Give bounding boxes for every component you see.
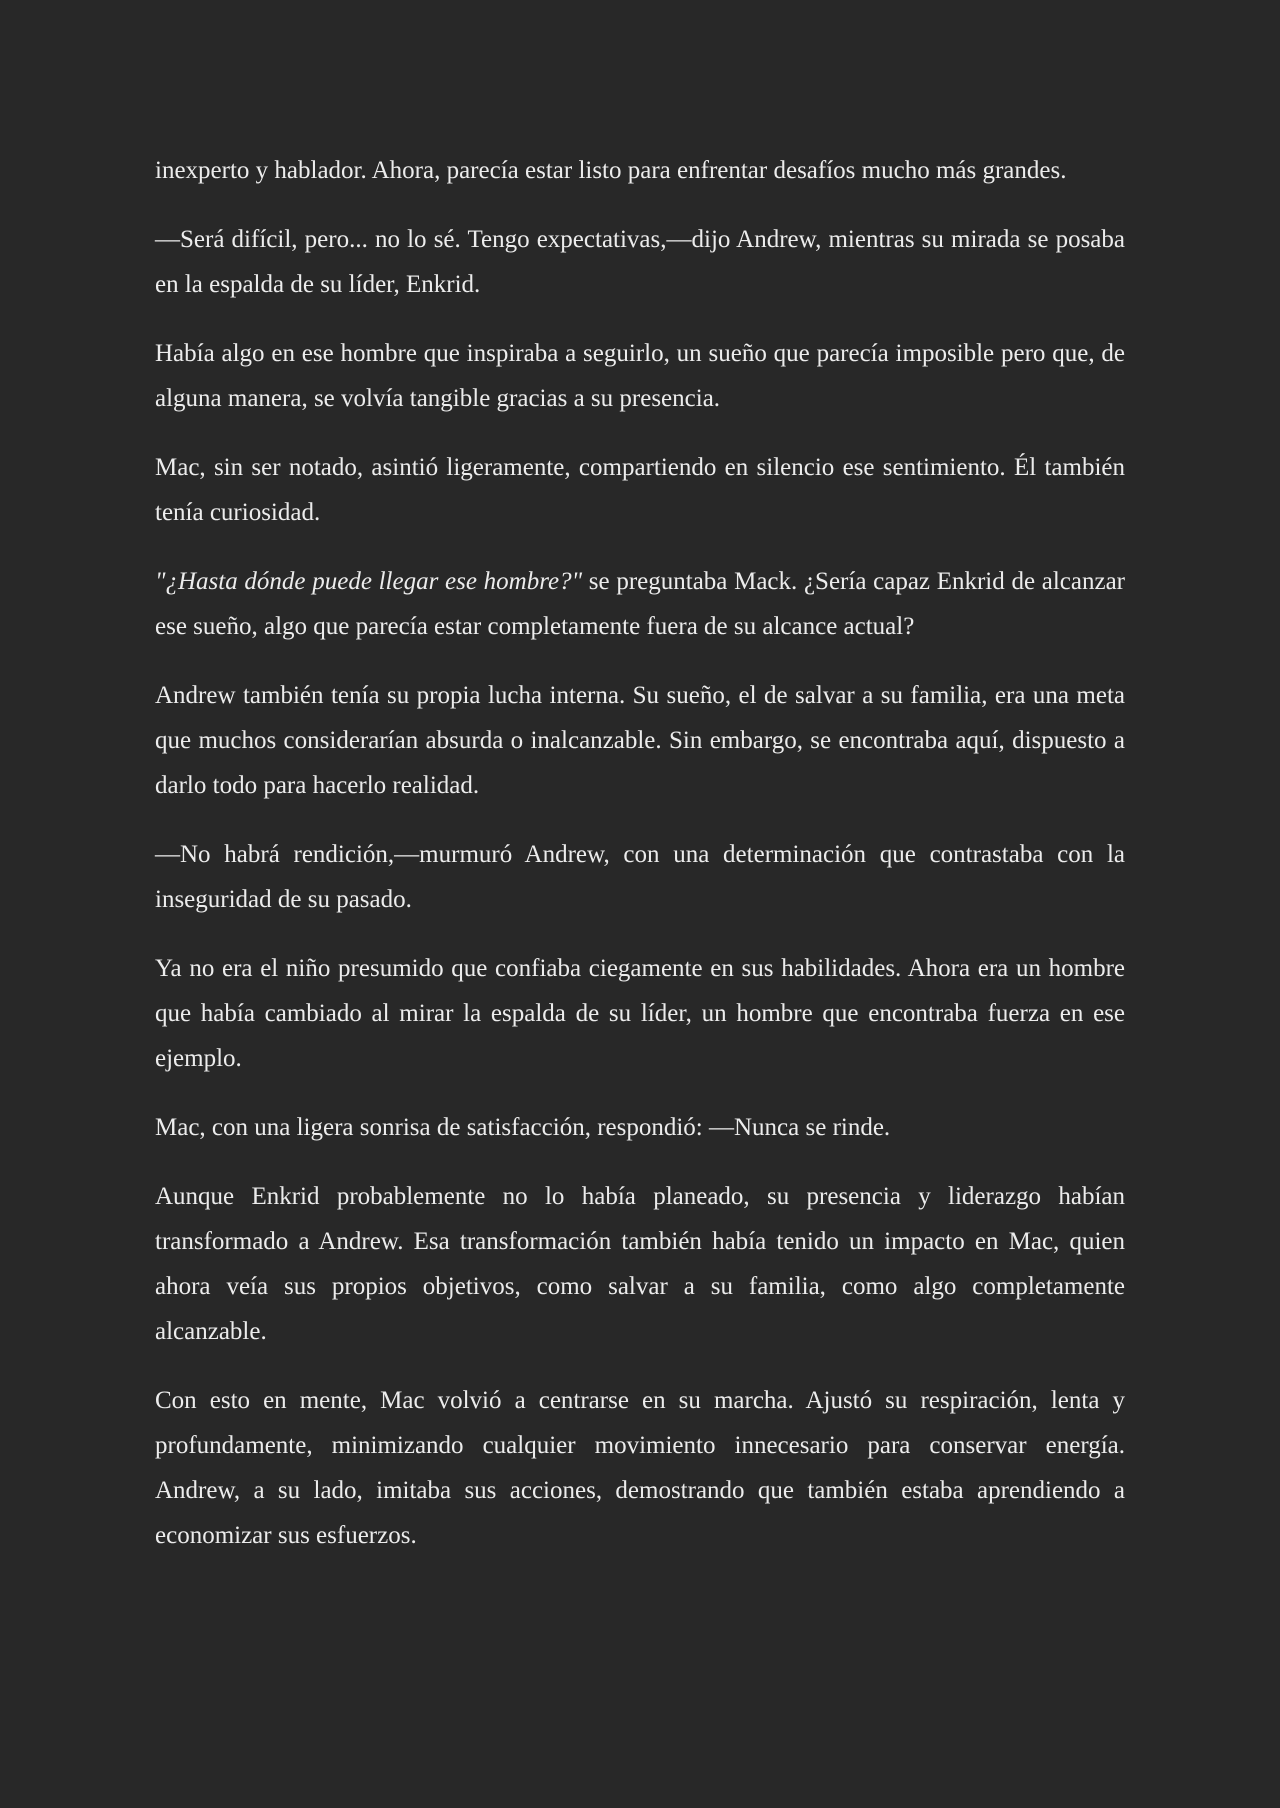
paragraph: Había algo en ese hombre que inspiraba a seguirlo, un sueño que parecía imposible pero que, de alguna manera, se volvía tangible gracias a su presencia.: [155, 340, 1125, 412]
inner-thought: "¿Hasta dónde puede llegar ese hombre?": [155, 568, 583, 595]
paragraph: Mac, con una ligera sonrisa de satisfacción, respondió: —Nunca se rinde.: [155, 1114, 891, 1141]
paragraph-text: se preguntaba Mack. ¿Sería capaz Enkrid de alcanzar ese sueño, algo que parecía estar completamente fuera de su alcance actual?: [155, 568, 1125, 640]
paragraph-with-thought: [155, 559, 1125, 649]
paragraph: inexperto y hablador. Ahora, parecía estar listo para enfrentar desafíos mucho más grandes.: [155, 157, 1067, 184]
paragraph: —Será difícil, pero... no lo sé. Tengo expectativas,—dijo Andrew, mientras su mirada se posaba en la espalda de su líder, Enkrid.: [155, 226, 1125, 298]
paragraph: Andrew también tenía su propia lucha interna. Su sueño, el de salvar a su familia, era una meta que muchos considerarían absurda o inalcanzable. Sin embargo, se encontraba aquí, dispuesto a darlo todo para hacerlo realidad.: [155, 682, 1125, 799]
paragraph: Aunque Enkrid probablemente no lo había planeado, su presencia y liderazgo habían transformado a Andrew. Esa transformación también había tenido un impacto en Mac, quien ahora veía sus propios objetivos, como salvar a su familia, como algo completamente alcanzable.: [155, 1183, 1125, 1345]
paragraph: Mac, sin ser notado, asintió ligeramente, compartiendo en silencio ese sentimiento. Él también tenía curiosidad.: [155, 454, 1125, 526]
paragraph: —No habrá rendición,—murmuró Andrew, con una determinación que contrastaba con la inseguridad de su pasado.: [155, 841, 1125, 913]
paragraph: Ya no era el niño presumido que confiaba ciegamente en sus habilidades. Ahora era un hombre que había cambiado al mirar la espalda de su líder, un hombre que encontraba fuerza en ese ejemplo.: [155, 955, 1125, 1072]
paragraph: Con esto en mente, Mac volvió a centrarse en su marcha. Ajustó su respiración, lenta y profundamente, minimizando cualquier movimiento innecesario para conservar energía. Andrew, a su lado, imitaba sus acciones, demostrando que también estaba aprendiendo a economizar sus esfuerzos.: [155, 1387, 1125, 1549]
reader-page: [155, 148, 1125, 1558]
